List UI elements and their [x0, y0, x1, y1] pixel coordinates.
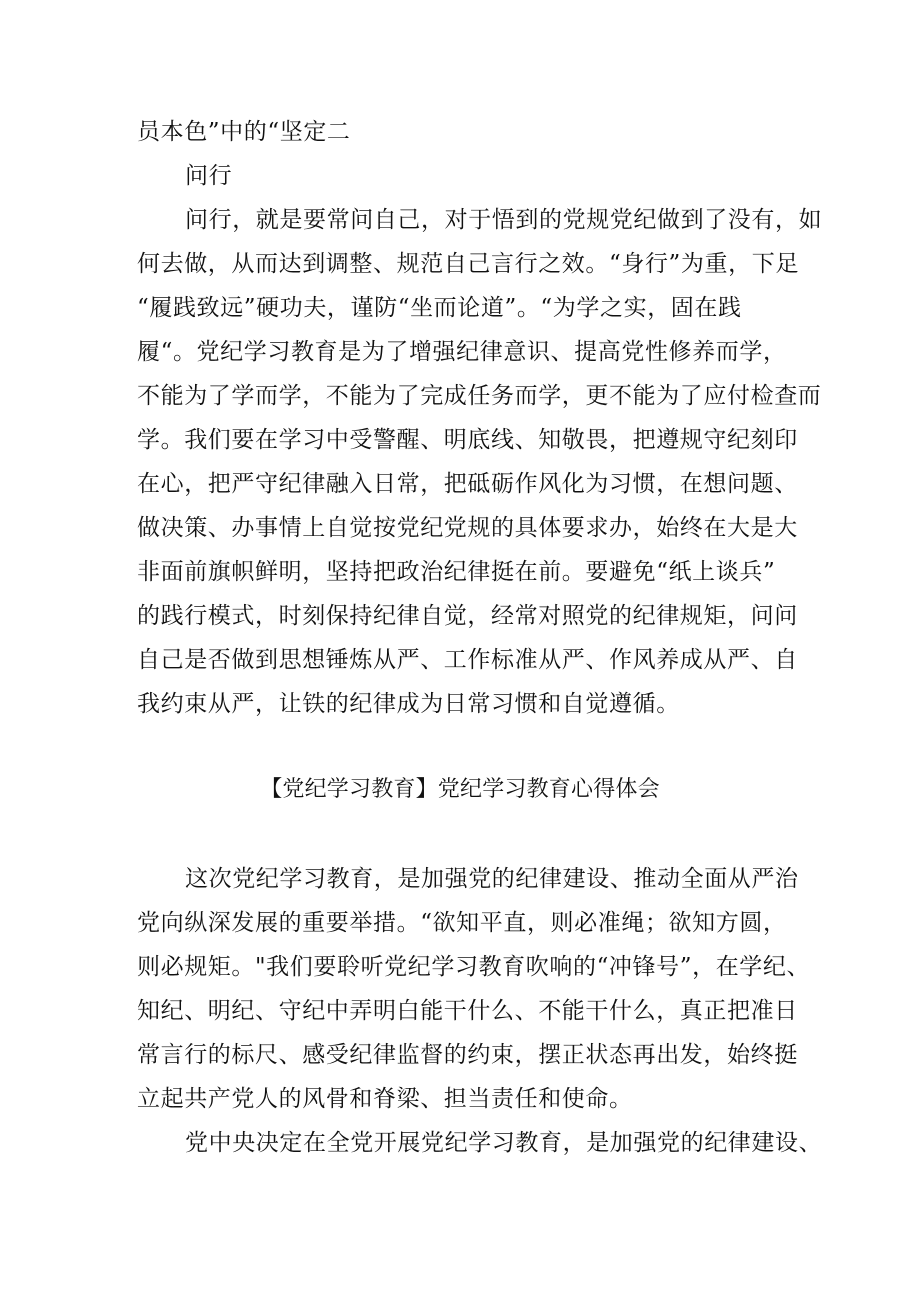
- subheading-wenxing: 问行: [185, 163, 233, 189]
- paragraph-line: 知纪、明纪、守纪中弄明白能干什么、不能干什么，真正把准日: [137, 998, 798, 1024]
- paragraph-line: 何去做，从而达到调整、规范自己言行之效。“身行”为重，下足: [137, 251, 799, 277]
- paragraph-line: 做决策、办事情上自觉按党纪党规的具体要求办，始终在大是大: [137, 515, 798, 541]
- paragraph-line: 党中央决定在全党开展党纪学习教育，是加强党的纪律建设、: [185, 1130, 823, 1156]
- paragraph-line: 立起共产党人的风骨和脊梁、担当责任和使命。: [137, 1086, 633, 1112]
- paragraph-line: 则必规矩。"我们要聆听党纪学习教育吹响的“冲锋号”，在学纪、: [137, 954, 811, 980]
- paragraph-line: 在心，把严守纪律融入日常，把砥砺作风化为习惯，在想问题、: [137, 471, 798, 497]
- paragraph-line: 这次党纪学习教育，是加强党的纪律建设、推动全面从严治: [185, 866, 799, 892]
- paragraph-line: 常言行的标尺、感受纪律监督的约束，摆正状态再出发，始终挺: [137, 1042, 798, 1068]
- paragraph-line: “履践致远”硬功夫，谨防“坐而论道”。“为学之实，固在践: [137, 295, 742, 321]
- paragraph-line: 员本色”中的“坚定二: [137, 119, 351, 145]
- paragraph-line: 党向纵深发展的重要举措。“欲知平直，则必准绳；欲知方圆，: [137, 910, 787, 936]
- paragraph-line: 的践行模式，时刻保持纪律自觉，经常对照党的纪律规矩，问问: [137, 603, 798, 629]
- paragraph-line: 不能为了学而学，不能为了完成任务而学，更不能为了应付检查而: [137, 383, 822, 409]
- paragraph-line: 学。我们要在学习中受警醒、明底线、知敬畏，把遵规守纪刻印: [137, 427, 798, 453]
- paragraph-line: 履“。党纪学习教育是为了增强纪律意识、提高党性修养而学，: [137, 339, 787, 365]
- paragraph-line: 我约束从严，让铁的纪律成为日常习惯和自觉遵循。: [137, 691, 680, 717]
- paragraph-line: 问行，就是要常问自己，对于悟到的党规党纪做到了没有，如: [185, 207, 823, 233]
- paragraph-line: 自己是否做到思想锤炼从严、工作标准从严、作风养成从严、自: [137, 647, 798, 673]
- paragraph-line: 非面前旗帜鲜明，坚持把政治纪律挺在前。要避免“纸上谈兵”: [137, 559, 776, 585]
- article-heading: 【党纪学习教育】党纪学习教育心得体会: [260, 777, 660, 802]
